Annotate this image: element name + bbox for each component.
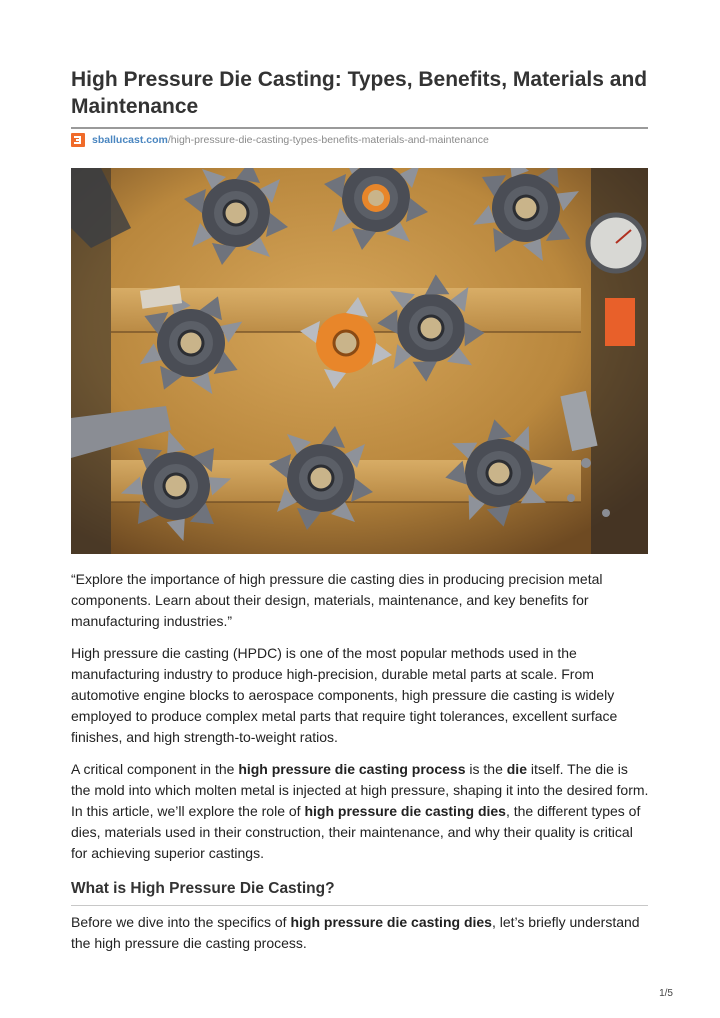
- hero-image: [71, 168, 648, 554]
- bold-term: high pressure die casting process: [238, 761, 466, 777]
- bold-term: high pressure die casting dies: [290, 914, 492, 930]
- source-line: [71, 133, 489, 147]
- text-run: Before we dive into the specifics of: [71, 914, 291, 930]
- summary-quote: “Explore the importance of high pressure die casting dies in producing precision metal components. Learn about their design, materials, maintenance, and key benefits for manufacturing industries.”: [71, 571, 603, 629]
- source-path[interactable]: /high-pressure-die-casting-types-benefits-materials-and-maintenance: [167, 134, 489, 146]
- bold-term: high pressure die casting dies: [304, 803, 506, 819]
- text-run: , the different types of dies, materials used in their construction, their maintenance, and why their quality is critical for achieving superior castings.: [71, 803, 641, 861]
- bold-term: die: [506, 761, 527, 777]
- text-run: itself. The die is the mold into which molten metal is injected at high pressure, shaping it into the desired form. In this article, we’ll explore the role of: [71, 761, 649, 819]
- section-heading: What is High Pressure Die Casting?: [71, 880, 335, 897]
- source-domain[interactable]: sballucast.com: [92, 134, 168, 146]
- die-cutters-on-wooden-board-photo: [71, 168, 648, 554]
- page-title: High Pressure Die Casting: Types, Benefits, Materials and Maintenance: [71, 68, 648, 118]
- text-run: A critical component in the: [71, 761, 239, 777]
- section-paragraph: [71, 912, 651, 954]
- page-number: 1/5: [659, 988, 673, 999]
- title-divider: [71, 127, 648, 129]
- intro-paragraph: High pressure die casting (HPDC) is one of the most popular methods used in the manufacturing industry to produce high-precision, durable metal parts at scale. From automotive engine blocks to aerospace components, high pressure die casting is widely employed to produce complex metal parts that require tight tolerances, excellent surface finishes, and high strength-to-weight ratios.: [71, 645, 618, 745]
- die-paragraph: [71, 759, 651, 864]
- sballucast-logo-icon: [71, 133, 85, 147]
- section-divider: [71, 905, 648, 906]
- text-run: , let’s briefly understand the high pressure die casting process.: [71, 914, 640, 951]
- text-run: is the: [465, 761, 507, 777]
